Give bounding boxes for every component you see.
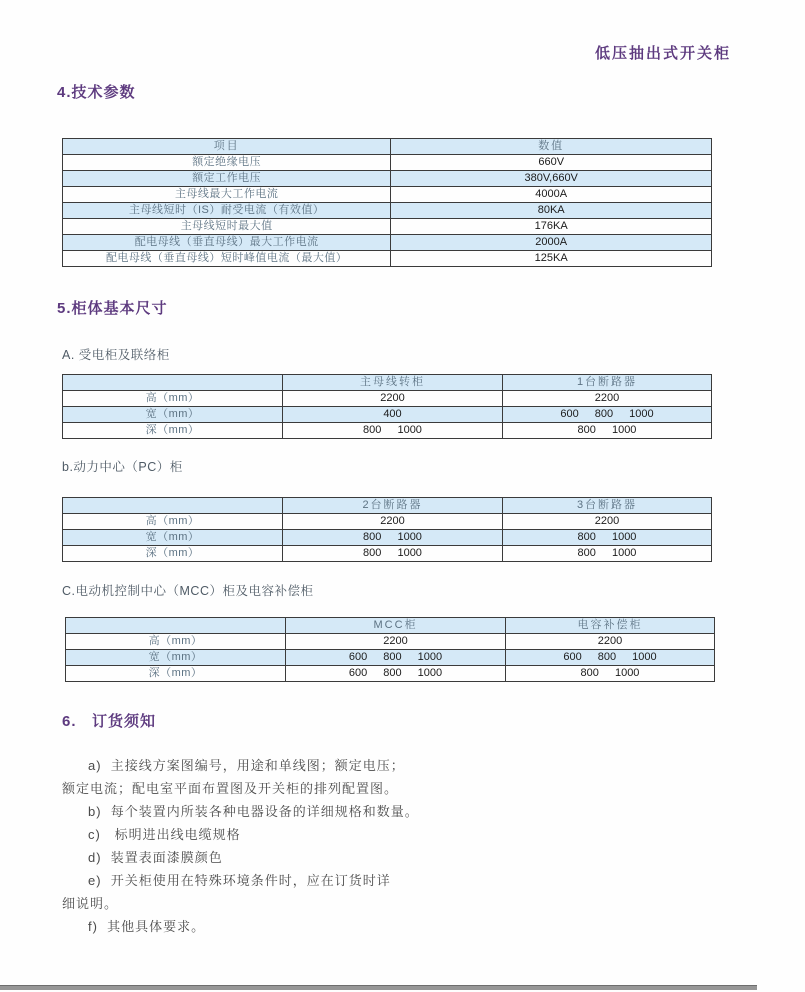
dim-value: 800 1000 xyxy=(503,546,712,562)
table-row xyxy=(63,546,712,562)
param-value: 2000A xyxy=(391,235,712,251)
ordering-notes-list xyxy=(62,754,562,938)
table-row xyxy=(63,219,712,235)
dim-value: 800 1000 xyxy=(283,423,503,439)
dim-name: 宽（mm） xyxy=(63,407,283,423)
incoming-cabinet-dimensions-table xyxy=(62,374,712,439)
column-header: MCC柜 xyxy=(286,618,506,634)
dim-value: 800 1000 xyxy=(283,546,503,562)
subsection-c-label: C.电动机控制中心（MCC）柜及电容补偿柜 xyxy=(62,584,314,598)
subsection-b-label: b.动力中心（PC）柜 xyxy=(62,460,183,474)
param-name: 配电母线（垂直母线）短时峰值电流（最大值） xyxy=(63,251,391,267)
list-item: e) 开关柜使用在特殊环境条件时，应在订货时详 xyxy=(88,873,391,888)
column-header xyxy=(66,618,286,634)
param-name: 主母线短时最大值 xyxy=(63,219,391,235)
table-row xyxy=(66,650,715,666)
dim-value: 800 1000 xyxy=(503,423,712,439)
table-row xyxy=(63,530,712,546)
dim-name: 深（mm） xyxy=(66,666,286,682)
column-header xyxy=(63,498,283,514)
param-name: 主母线最大工作电流 xyxy=(63,187,391,203)
mcc-capacitor-dimensions-table xyxy=(65,617,715,682)
dim-value: 600 800 1000 xyxy=(286,650,506,666)
table-header-row xyxy=(63,139,712,155)
dim-value: 600 800 1000 xyxy=(506,650,715,666)
dim-name: 宽（mm） xyxy=(66,650,286,666)
dim-value: 2200 xyxy=(506,634,715,650)
table-header-row xyxy=(63,375,712,391)
subsection-a-label: A. 受电柜及联络柜 xyxy=(62,348,170,362)
param-value: 4000A xyxy=(391,187,712,203)
table-row xyxy=(63,391,712,407)
list-item-continuation: 额定电流；配电室平面布置图及开关柜的排列配置图。 xyxy=(62,781,399,796)
table-header-row xyxy=(66,618,715,634)
param-name: 主母线短时（IS）耐受电流（有效值） xyxy=(63,203,391,219)
column-header: 2台断路器 xyxy=(283,498,503,514)
table-row xyxy=(63,155,712,171)
technical-parameters-table xyxy=(62,138,712,267)
dim-value: 2200 xyxy=(286,634,506,650)
dim-value: 800 1000 xyxy=(283,530,503,546)
column-header: 电容补偿柜 xyxy=(506,618,715,634)
list-item: a) 主接线方案图编号，用途和单线图；额定电压； xyxy=(88,758,405,773)
column-header: 3台断路器 xyxy=(503,498,712,514)
dim-name: 宽（mm） xyxy=(63,530,283,546)
dim-name: 高（mm） xyxy=(63,514,283,530)
table-row xyxy=(63,187,712,203)
table-row xyxy=(66,634,715,650)
dim-value: 600 800 1000 xyxy=(286,666,506,682)
power-center-dimensions-table xyxy=(62,497,712,562)
dim-value: 600 800 1000 xyxy=(503,407,712,423)
table-header-row xyxy=(63,498,712,514)
param-name: 额定绝缘电压 xyxy=(63,155,391,171)
param-value: 176KA xyxy=(391,219,712,235)
list-item-continuation: 细说明。 xyxy=(62,896,119,911)
param-value: 380V,660V xyxy=(391,171,712,187)
dim-value: 800 1000 xyxy=(503,530,712,546)
dim-value: 2200 xyxy=(503,514,712,530)
table-row xyxy=(63,203,712,219)
param-name: 配电母线（垂直母线）最大工作电流 xyxy=(63,235,391,251)
dim-name: 高（mm） xyxy=(66,634,286,650)
table-row xyxy=(63,514,712,530)
page-footer-rule xyxy=(0,985,757,990)
list-item: b) 每个装置内所装各种电器设备的详细规格和数量。 xyxy=(88,804,419,819)
dim-name: 高（mm） xyxy=(63,391,283,407)
dim-value: 2200 xyxy=(503,391,712,407)
list-item: f) 其他具体要求。 xyxy=(88,919,206,934)
param-value: 660V xyxy=(391,155,712,171)
list-item: d) 装置表面漆膜颜色 xyxy=(88,850,223,865)
section-6-heading: 6. 订货须知 xyxy=(62,713,157,730)
table-row xyxy=(63,423,712,439)
column-header: 数值 xyxy=(391,139,712,155)
column-header: 1台断路器 xyxy=(503,375,712,391)
table-row xyxy=(63,407,712,423)
dim-name: 深（mm） xyxy=(63,546,283,562)
table-row xyxy=(66,666,715,682)
column-header: 主母线转柜 xyxy=(283,375,503,391)
table-row xyxy=(63,251,712,267)
section-5-heading: 5.柜体基本尺寸 xyxy=(57,300,168,317)
dim-value: 2200 xyxy=(283,514,503,530)
column-header xyxy=(63,375,283,391)
section-4-heading: 4.技术参数 xyxy=(57,84,136,101)
column-header: 项目 xyxy=(63,139,391,155)
dim-name: 深（mm） xyxy=(63,423,283,439)
param-value: 80KA xyxy=(391,203,712,219)
param-name: 额定工作电压 xyxy=(63,171,391,187)
table-row xyxy=(63,235,712,251)
list-item: c) 标明进出线电缆规格 xyxy=(88,827,241,842)
table-row xyxy=(63,171,712,187)
dim-value: 400 xyxy=(283,407,503,423)
dim-value: 800 1000 xyxy=(506,666,715,682)
dim-value: 2200 xyxy=(283,391,503,407)
document-title: 低压抽出式开关柜 xyxy=(594,45,731,62)
param-value: 125KA xyxy=(391,251,712,267)
